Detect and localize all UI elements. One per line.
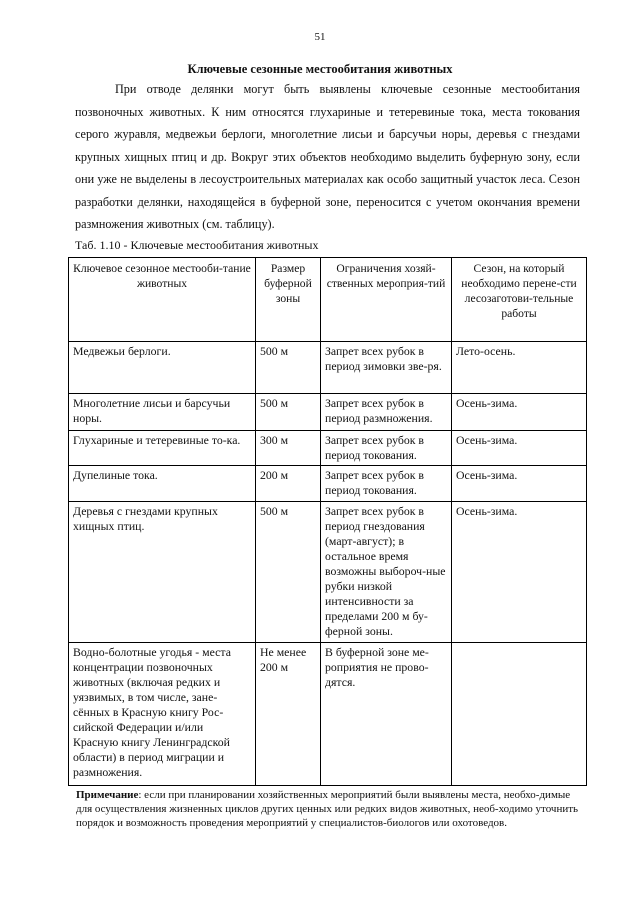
table-row: [69, 502, 587, 643]
table-row: [69, 643, 587, 786]
cell-restrictions: Запрет всех рубок в период токования.: [321, 431, 452, 466]
cell-habitat: Медвежьи берлоги.: [69, 342, 256, 394]
table-header-row: [69, 258, 587, 342]
cell-buffer-size: 200 м: [256, 466, 321, 502]
table-caption: Таб. 1.10 - Ключевые местообитания животных: [75, 238, 319, 252]
cell-habitat: Водно-болотные угодья - места концентрации позвоночных животных (включая редких и уязвимых, в том числе, зане-сённых в Красную книгу Рос-сийской Федерации и/или Красную книгу Ленинградской области) в период миграции и размножения.: [69, 643, 256, 786]
cell-habitat: Многолетние лисьи и барсучьи норы.: [69, 394, 256, 431]
cell-restrictions: В буферной зоне ме-роприятия не прово-дятся.: [321, 643, 452, 786]
cell-buffer-size: 500 м: [256, 394, 321, 431]
cell-buffer-size: 500 м: [256, 342, 321, 394]
header-habitat: Ключевое сезонное местооби-тание животных: [69, 258, 256, 342]
section-heading: Ключевые сезонные местообитания животных: [187, 62, 453, 76]
cell-buffer-size: 500 м: [256, 502, 321, 643]
habitat-table: [68, 257, 587, 786]
cell-season: Осень-зима.: [452, 394, 587, 431]
table-row: [69, 431, 587, 466]
habitat-table-container: [68, 257, 586, 786]
note-label: Примечание: [76, 789, 139, 801]
cell-season: Лето-осень.: [452, 342, 587, 394]
page-number: 51: [314, 31, 326, 43]
cell-habitat: Дупелиные тока.: [69, 466, 256, 502]
cell-habitat: Деревья с гнездами крупных хищных птиц.: [69, 502, 256, 643]
header-season: Сезон, на который необходимо перене-сти лесозаготови-тельные работы: [452, 258, 587, 342]
table-row: [69, 466, 587, 502]
intro-paragraph: При отводе делянки могут быть выявлены ключевые сезонные местообитания позвоночных животных. К ним относятся глухариные и тетеревиные тока, места токования серого журавля, медвежьи берлоги, многолетние лисьи и барсучьи норы, деревья с гнездами крупных хищных птиц и др. Вокруг этих объектов необходимо выделить буферную зону, если они уже не выделены в лесоустроительных материалах как особо защитный участок леса. Сезон разработки делянки, находящейся в буферной зоне, переносится с учетом окончания времени размножения животных (см. таблицу).: [75, 82, 580, 231]
cell-season: Осень-зима.: [452, 502, 587, 643]
cell-buffer-size: 300 м: [256, 431, 321, 466]
table-note: [76, 788, 581, 830]
body-text: [75, 78, 580, 236]
header-buffer-size: Размер буферной зоны: [256, 258, 321, 342]
cell-restrictions: Запрет всех рубок в период гнездования (март-август); в остальное время возможны выбороч-ные рубки низкой интенсивности за пределами 200 м бу-ферной зоны.: [321, 502, 452, 643]
cell-season: [452, 643, 587, 786]
table-row: [69, 342, 587, 394]
note-text: : если при планировании хозяйственных мероприятий были выявлены места, необхо-димые для осуществления жизненных циклов других ценных или редких видов животных, необ-ходимо уточнить порядок и возможность проведения мероприятий у специалистов-биологов или охотоведов.: [76, 789, 579, 829]
cell-habitat: Глухариные и тетеревиные то-ка.: [69, 431, 256, 466]
table-row: [69, 394, 587, 431]
cell-buffer-size: Не менее 200 м: [256, 643, 321, 786]
cell-season: Осень-зима.: [452, 431, 587, 466]
cell-restrictions: Запрет всех рубок в период размножения.: [321, 394, 452, 431]
cell-restrictions: Запрет всех рубок в период зимовки зве-ря.: [321, 342, 452, 394]
cell-restrictions: Запрет всех рубок в период токования.: [321, 466, 452, 502]
header-restrictions: Ограничения хозяй-ственных мероприя-тий: [321, 258, 452, 342]
cell-season: Осень-зима.: [452, 466, 587, 502]
